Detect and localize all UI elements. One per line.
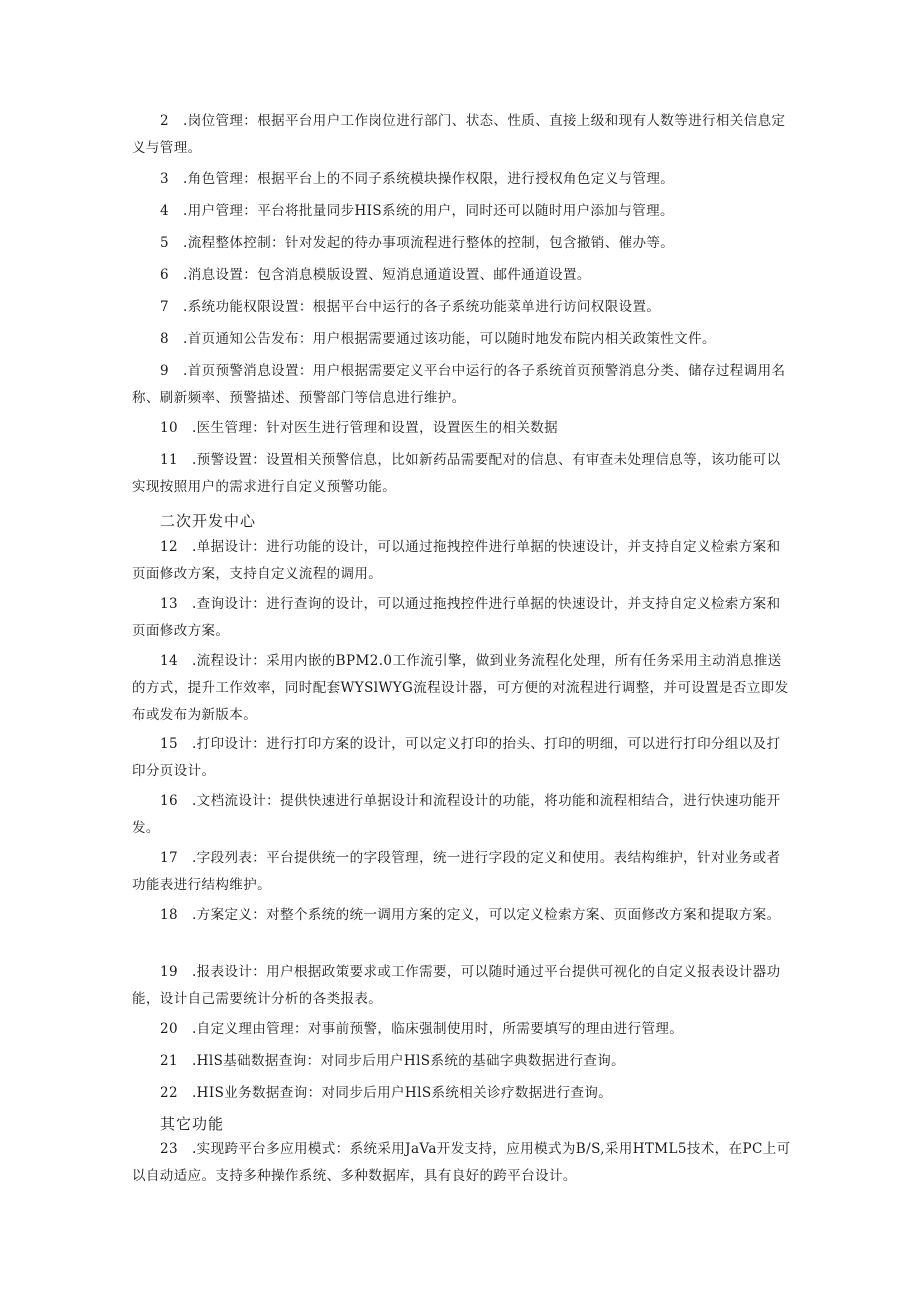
list-item: 22 .HIS业务数据查询：对同步后用户HlS系统相关诊疗数据进行查询。 bbox=[160, 1085, 613, 1101]
section-heading-secondary-dev: 二次开发中心 bbox=[160, 512, 257, 530]
list-item: 8 .首页通知公告发布：用户根据需要通过该功能，可以随时地发布院内相关政策性文件。 bbox=[160, 331, 716, 347]
list-item: 13 .查询设计：进行查询的设计，可以通过拖拽控件进行单据的快速设计，并支持自定义检索方案和页面修改方案。 bbox=[132, 596, 781, 639]
list-item: 19 .报表设计：用户根据政策要求或工作需要，可以随时通过平台提供可视化的自定义报表设计器功能，设计自己需要统计分析的各类报表。 bbox=[132, 964, 781, 1007]
section-heading-other: 其它功能 bbox=[160, 1115, 225, 1133]
list-item: 21 .HlS基础数据查询：对同步后用户HlS系统的基础字典数据进行查询。 bbox=[160, 1053, 626, 1069]
list-item: 2 .岗位管理：根据平台用户工作岗位进行部门、状态、性质、直接上级和现有人数等进行相关信息定义与管理。 bbox=[132, 113, 786, 156]
list-item: 3 .角色管理：根据平台上的不同子系统模块操作权限，进行授权角色定义与管理。 bbox=[160, 171, 675, 187]
list-item: 20 .自定义理由管理：对事前预警，临床强制使用时，所需要填写的理由进行管理。 bbox=[160, 1021, 684, 1037]
list-item: 18 .方案定义：对整个系统的统一调用方案的定义，可以定义检索方案、页面修改方案和提取方案。 bbox=[160, 907, 781, 923]
list-item: 11 .预警设置：设置相关预警信息，比如新药品需要配对的信息、有审查未处理信息等，该功能可以实现按照用户的需求进行自定义预警功能。 bbox=[132, 452, 781, 495]
list-item: 23 .实现跨平台多应用模式：系统采用JaVa开发支持，应用模式为B/S,采用HTML5技术，在PC上可以自动适应。支持多种操作系统、多种数据库，具有良好的跨平台设计。 bbox=[132, 1141, 791, 1184]
list-item: 7 .系统功能权限设置：根据平台中运行的各子系统功能菜单进行访问权限设置。 bbox=[160, 299, 661, 315]
list-item: 6 .消息设置：包含消息模版设置、短消息通道设置、邮件通道设置。 bbox=[160, 267, 591, 283]
list-item: 14 .流程设计：采用内嵌的BPM2.0工作流引擎，做到业务流程化处理，所有任务采用主动消息推送的方式，提升工作效率，同时配套WYSlWYG流程设计器，可方便的对流程进行调整，并可设置是否立即发布或发布为新版本。 bbox=[132, 653, 789, 723]
list-item: 17 .字段列表：平台提供统一的字段管理，统一进行字段的定义和使用。表结构维护，针对业务或者功能表进行结构维护。 bbox=[132, 850, 781, 893]
list-item: 5 .流程整体控制：针对发起的待办事项流程进行整体的控制，包含撤销、催办等。 bbox=[160, 235, 675, 251]
list-item: 9 .首页预警消息设置：用户根据需要定义平台中运行的各子系统首页预警消息分类、储存过程调用名称、刷新频率、预警描述、预警部门等信息进行维护。 bbox=[132, 363, 786, 406]
list-item: 12 .单据设计：进行功能的设计，可以通过拖拽控件进行单据的快速设计，并支持自定义检索方案和页面修改方案，支持自定义流程的调用。 bbox=[132, 539, 781, 582]
list-item: 10 .医生管理：针对医生进行管理和设置，设置医生的相关数据 bbox=[160, 420, 559, 436]
list-item: 4 .用户管理：平台将批量同步HIS系统的用户，同时还可以随时用户添加与管理。 bbox=[160, 203, 674, 219]
list-item: 15 .打印设计：进行打印方案的设计，可以定义打印的抬头、打印的明细，可以进行打印分组以及打印分页设计。 bbox=[132, 736, 781, 779]
list-item: 16 .文档流设计：提供快速进行单据设计和流程设计的功能，将功能和流程相结合，进行快速功能开发。 bbox=[132, 793, 781, 836]
